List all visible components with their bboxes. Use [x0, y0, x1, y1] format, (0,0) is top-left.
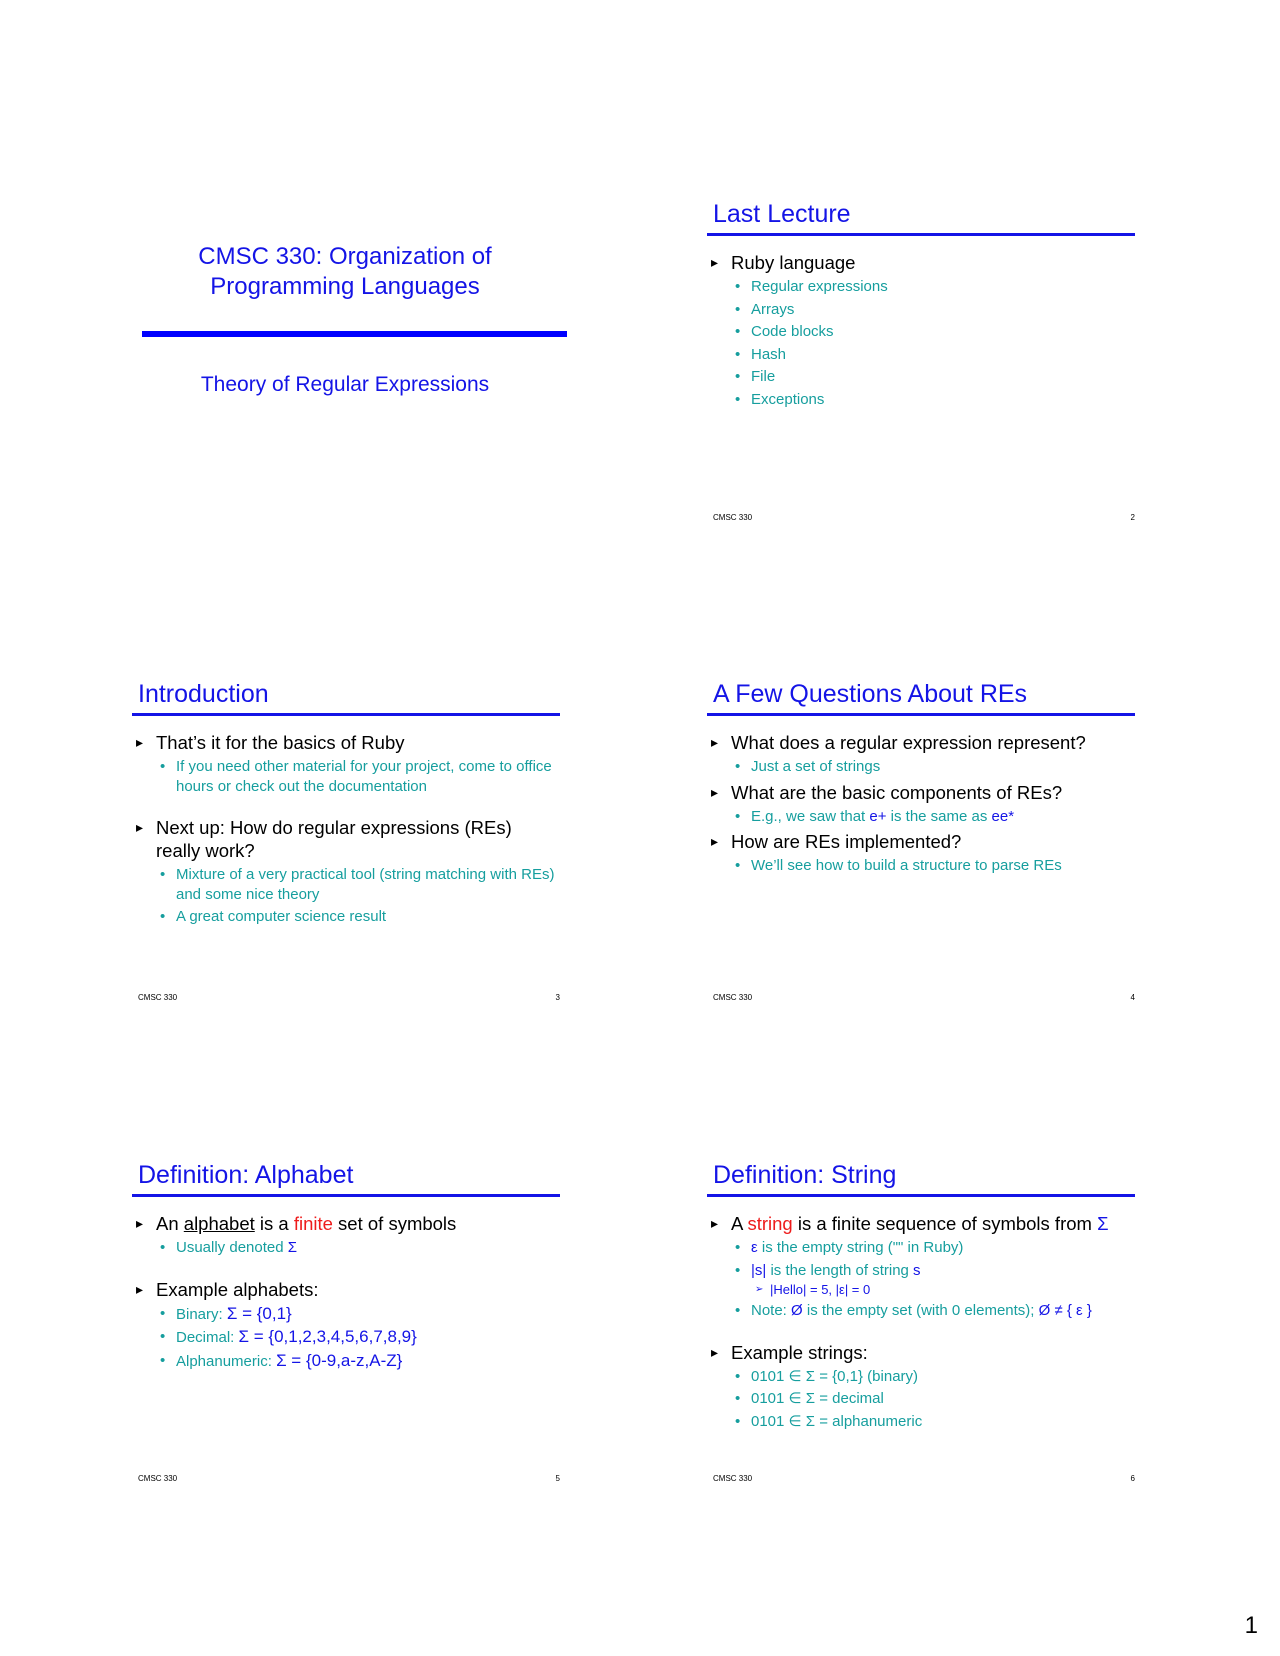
bullet: ▸ Next up: How do regular expressions (REs) really work? [130, 816, 560, 862]
slide-4 [705, 675, 1135, 1005]
slide-number: 5 [555, 1474, 560, 1483]
sub-bullet: • Alphanumeric: Σ = {0-9,a-z,A-Z} [130, 1351, 560, 1372]
title-divider [142, 331, 567, 337]
bullet: ▸ How are REs implemented? [705, 830, 1135, 853]
bullet: ▸ What does a regular expression represent? [705, 731, 1135, 754]
sub-bullet: • |s| is the length of string s [705, 1261, 1135, 1281]
slide-title: Definition: String [713, 1161, 897, 1189]
slide-title: Last Lecture [713, 200, 851, 228]
sub-bullet: • Exceptions [705, 390, 1135, 410]
slide-number: 6 [1130, 1474, 1135, 1483]
sub-bullet: • Decimal: Σ = {0,1,2,3,4,5,6,7,8,9} [130, 1327, 560, 1348]
slide-title: CMSC 330: Organization of Programming Languages [198, 243, 492, 300]
sub-bullet: • Usually denoted Σ [130, 1238, 560, 1258]
slide-5 [130, 1156, 560, 1486]
slide-footer: CMSC 330 [138, 993, 178, 1002]
sub-bullet: • Note: Ø is the empty set (with 0 elements); Ø ≠ { ε } [705, 1301, 1135, 1321]
sub-bullet: • ε is the empty string ("" in Ruby) [705, 1238, 1135, 1258]
sub-bullet: • 0101 ∈ Σ = {0,1} (binary) [705, 1367, 1135, 1387]
slide-title: Definition: Alphabet [138, 1161, 354, 1189]
sub-bullet: • Arrays [705, 300, 1135, 320]
sub-bullet: • E.g., we saw that e+ is the same as ee* [705, 807, 1135, 827]
title-rule [707, 1194, 1135, 1197]
slide-footer: CMSC 330 [713, 993, 753, 1002]
bullet: ▸ Ruby language [705, 251, 1135, 274]
slide-footer: CMSC 330 [713, 513, 753, 522]
title-rule [132, 1194, 560, 1197]
sub-bullet: • If you need other material for your project, come to office hours or check out the documentation [130, 757, 560, 796]
title-rule [707, 233, 1135, 236]
bullet: ▸ What are the basic components of REs? [705, 781, 1135, 804]
slide-3 [130, 675, 560, 1005]
slide-number: 2 [1130, 513, 1135, 522]
slide-title: Introduction [138, 680, 269, 708]
sub-bullet: • A great computer science result [130, 907, 560, 927]
slide-title: A Few Questions About REs [713, 680, 1028, 708]
slide-footer: CMSC 330 [713, 1474, 753, 1483]
slide-number: 4 [1130, 993, 1135, 1002]
slide-2 [705, 195, 1135, 525]
sub-bullet: • Code blocks [705, 322, 1135, 342]
bullet: ▸ An alphabet is a finite set of symbols [130, 1212, 560, 1235]
sub-bullet: • 0101 ∈ Σ = alphanumeric [705, 1412, 1135, 1432]
slide-footer: CMSC 330 [138, 1474, 178, 1483]
bullet: ▸ A string is a finite sequence of symbols from Σ [705, 1212, 1135, 1235]
sub-sub-bullet: ➢ |Hello| = 5, |ε| = 0 [705, 1282, 1135, 1298]
slide-subtitle: Theory of Regular Expressions [200, 373, 490, 396]
slide-1 [130, 195, 560, 525]
slide-number: 3 [555, 993, 560, 1002]
slide-6 [705, 1156, 1135, 1486]
sub-bullet: • We’ll see how to build a structure to parse REs [705, 856, 1135, 876]
bullet: ▸ Example alphabets: [130, 1278, 560, 1301]
page-number: 1 [1244, 1612, 1258, 1639]
sub-bullet: • Mixture of a very practical tool (string matching with REs) and some nice theory [130, 865, 560, 904]
title-rule [132, 713, 560, 716]
sub-bullet: • Regular expressions [705, 277, 1135, 297]
title-rule [707, 713, 1135, 716]
sub-bullet: • 0101 ∈ Σ = decimal [705, 1389, 1135, 1409]
bullet: ▸ That’s it for the basics of Ruby [130, 731, 560, 754]
sub-bullet: • Just a set of strings [705, 757, 1135, 777]
bullet: ▸ Example strings: [705, 1341, 1135, 1364]
sub-bullet: • Hash [705, 345, 1135, 365]
sub-bullet: • Binary: Σ = {0,1} [130, 1304, 560, 1325]
sub-bullet: • File [705, 367, 1135, 387]
